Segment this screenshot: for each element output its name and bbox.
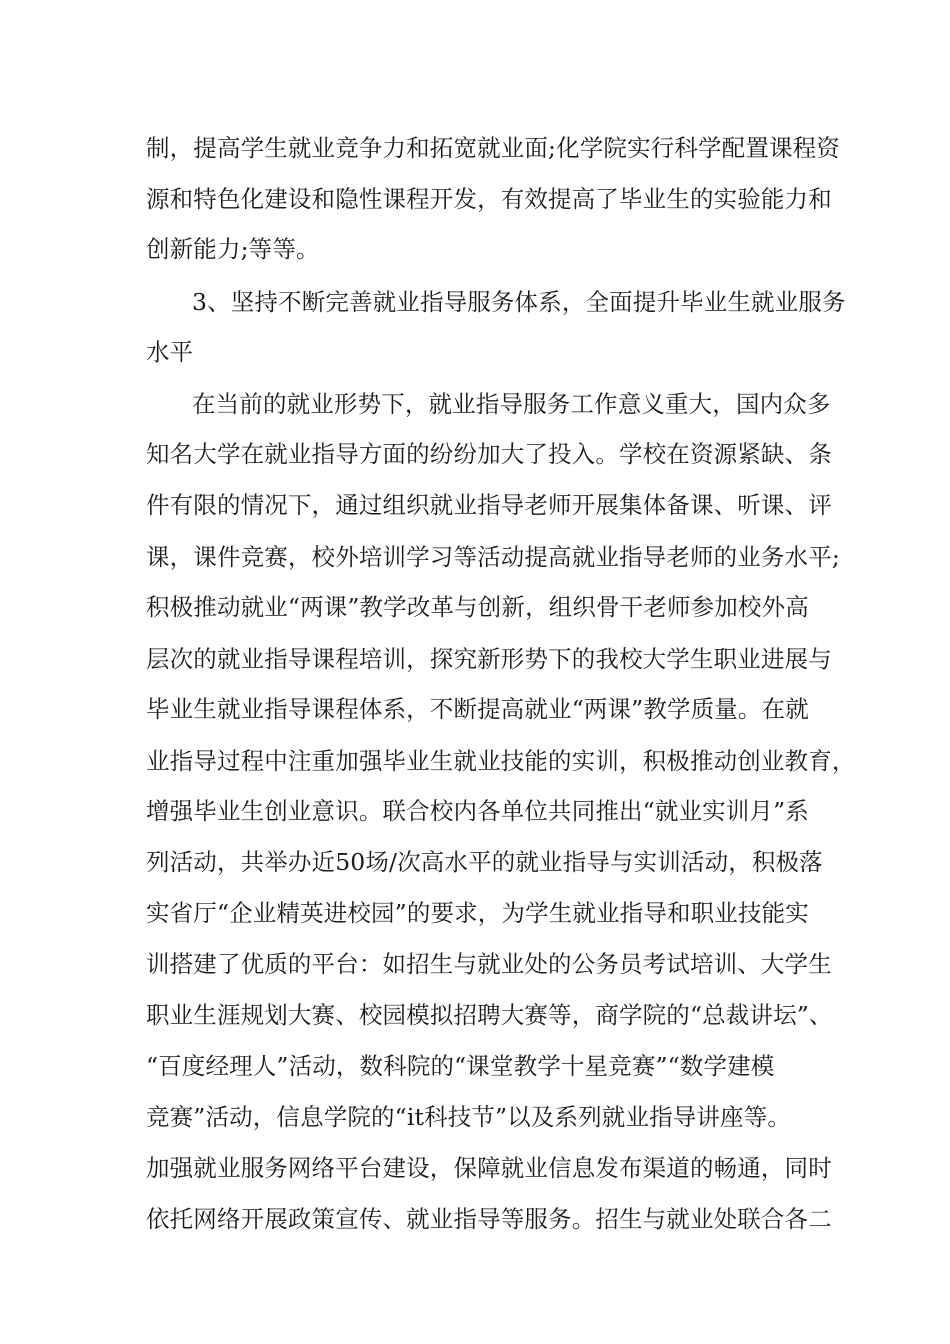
text-line: 创新能力;等等。	[146, 235, 320, 263]
text-line: 在当前的就业形势下，就业指导服务工作意义重大，国内众多	[192, 390, 831, 418]
text-line: 源和特色化建设和隐性课程开发，有效提高了毕业生的实验能力和	[146, 185, 832, 213]
text-line: 列活动，共举办近50场/次高水平的就业指导与实训活动，积极落	[146, 848, 823, 876]
text-line: 竞赛”活动，信息学院的“it科技节”以及系列就业指导讲座等。	[146, 1103, 792, 1131]
text-line: 增强毕业生创业意识。联合校内各单位共同推出“就业实训月”系	[146, 797, 809, 825]
text-line: 件有限的情况下，通过组织就业指导老师开展集体备课、听课、评	[146, 491, 832, 519]
text-line: 层次的就业指导课程培训，探究新形势下的我校大学生职业进展与	[146, 645, 832, 673]
text-line: 课，课件竞赛，校外培训学习等活动提高就业指导老师的业务水平;	[146, 543, 840, 571]
text-line: 知名大学在就业指导方面的纷纷加大了投入。学校在资源紧缺、条	[146, 440, 832, 468]
text-line: 积极推动就业“两课”教学改革与创新，组织骨干老师参加校外高	[146, 593, 809, 621]
section-heading-continued: 水平	[146, 338, 194, 366]
text-line: 毕业生就业指导课程体系，不断提高就业“两课”教学质量。在就	[146, 695, 809, 723]
text-line: 依托网络开展政策宣传、就业指导等服务。招生与就业处联合各二	[146, 1205, 832, 1233]
text-line: “百度经理人”活动，数科院的“课堂教学十星竞赛”“数学建模	[146, 1052, 775, 1080]
text-line: 业指导过程中注重加强毕业生就业技能的实训，积极推动创业教育，	[146, 747, 856, 775]
section-heading: 3、坚持不断完善就业指导服务体系，全面提升毕业生就业服务	[192, 288, 846, 316]
text-line: 加强就业服务网络平台建设，保障就业信息发布渠道的畅通，同时	[146, 1154, 832, 1182]
text-line: 职业生涯规划大赛、校园模拟招聘大赛等，商学院的“总裁讲坛”、	[146, 1001, 833, 1029]
text-line: 制，提高学生就业竞争力和拓宽就业面;化学院实行科学配置课程资	[146, 134, 840, 162]
text-line: 实省厅“企业精英进校园”的要求，为学生就业指导和职业技能实	[146, 899, 809, 927]
text-line: 训搭建了优质的平台：如招生与就业处的公务员考试培训、大学生	[146, 950, 832, 978]
